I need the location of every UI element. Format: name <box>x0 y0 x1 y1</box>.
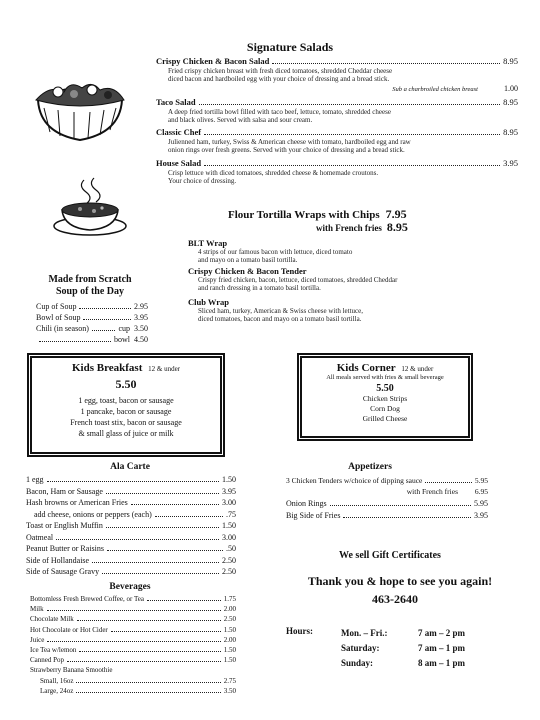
kids-corner-age: 12 & under <box>401 365 434 373</box>
leader-dots <box>199 104 501 105</box>
beverage-item-row <box>30 666 236 674</box>
item-name: Taco Salad <box>156 97 196 107</box>
ala-carte-item-name: Oatmeal <box>26 532 54 542</box>
leader-dots <box>47 610 221 611</box>
leader-dots <box>343 517 471 518</box>
beverage-item-row <box>30 595 236 604</box>
appetizer-row <box>286 487 488 497</box>
ala-carte-item-row <box>26 556 236 566</box>
item-name: Classic Chef <box>156 127 202 137</box>
wrap-item-name: Crispy Chicken & Bacon Tender <box>188 266 307 276</box>
soup-name: Chili (in season) <box>36 324 89 333</box>
leader-dots <box>106 527 219 528</box>
leader-dots <box>107 550 223 551</box>
leader-dots <box>106 493 219 494</box>
soup-price: 3.95 <box>134 313 148 322</box>
beverage-item-name: Large, 24oz <box>40 686 74 695</box>
ala-carte-item-price: 3.00 <box>222 532 236 542</box>
leader-dots <box>131 504 219 505</box>
item-price: 8.95 <box>503 97 518 107</box>
item-description: A deep fried tortilla bowl filled with taco beef, lettuce, tomato, shredded cheese and black olives. Served with salsa and sour cream. <box>168 108 391 124</box>
leader-dots <box>47 481 219 482</box>
beverage-item-row <box>30 636 236 645</box>
kids-corner-price: 5.50 <box>376 383 394 394</box>
leader-dots <box>76 692 220 693</box>
gift-certificates: We sell Gift Certificates <box>339 550 441 561</box>
beverage-item-name: Canned Pop <box>30 656 65 665</box>
ala-carte-item-row <box>26 544 236 554</box>
leader-dots <box>39 341 111 342</box>
ala-carte-item-price: 2.50 <box>222 567 236 576</box>
hours-days: Mon. – Fri.: Saturday: Sunday: <box>341 628 388 668</box>
leader-dots <box>155 516 223 517</box>
signature-salads-heading: Signature Salads <box>246 40 334 54</box>
leader-dots <box>56 539 219 540</box>
leader-dots <box>204 134 500 135</box>
kids-breakfast-box <box>30 356 222 454</box>
beverage-item-row <box>40 687 236 696</box>
ala-carte-item-row <box>26 567 236 577</box>
soup-bowl-illustration <box>50 176 130 238</box>
beverage-item-price: 2.50 <box>223 615 236 624</box>
appetizer-price: 3.95 <box>474 511 488 520</box>
wrap-item-name: Club Wrap <box>188 297 230 307</box>
leader-dots <box>204 165 500 166</box>
leader-dots <box>92 330 116 331</box>
beverage-item-name: Chocolate Milk <box>30 615 74 624</box>
beverage-item-name: Hot Chocolate or Hot Cider <box>30 625 108 634</box>
ala-carte-item-name: add cheese, onions or peppers (each) <box>34 509 152 519</box>
beverage-item-price: 1.50 <box>223 646 236 654</box>
salad-sub-option <box>156 84 518 94</box>
appetizer-row <box>286 511 488 521</box>
soup-name: Cup of Soup <box>36 302 77 311</box>
leader-dots <box>111 631 221 632</box>
appetizer-name: Big Side of Fries <box>286 511 341 520</box>
kids-breakfast-price: 5.50 <box>115 377 137 391</box>
soup-row <box>36 324 148 334</box>
item-description: Julienned ham, turkey, Swiss & American cheese with tomato, hardboiled egg and raw onion rings over fresh greens. Served with your choice of dressing and a bread stick. <box>168 138 411 154</box>
beverage-item-price: 1.50 <box>223 656 236 665</box>
leader-dots <box>102 573 219 574</box>
soup-unit: cup <box>118 324 130 333</box>
beverage-item-price: 2.00 <box>223 605 236 614</box>
item-description: 4 strips of our famous bacon with lettuce, diced tomato and mayo on a tomato basil tortilla. <box>198 248 353 264</box>
ala-carte-heading: Ala Carte <box>110 462 150 472</box>
ala-carte-item-row <box>26 521 236 531</box>
ala-carte-item-price: 2.50 <box>222 555 236 565</box>
soup-price: 2.95 <box>134 302 148 311</box>
appetizer-price: 5.95 <box>474 499 488 508</box>
kids-breakfast-title-row <box>32 362 220 374</box>
item-description: Fried crispy chicken breast with fresh diced tomatoes, shredded Cheddar cheese diced bacon and hardboiled egg with your choice of dressing and a bread stick. <box>168 67 393 83</box>
soup-row <box>36 335 148 345</box>
ala-carte-item-price: 1.50 <box>222 521 236 530</box>
hours-label: Hours: <box>286 626 313 636</box>
leader-dots <box>83 319 131 320</box>
ala-carte-item-name: 1 egg <box>26 475 44 484</box>
ala-carte-item-name: Hash browns or American Fries <box>26 498 128 507</box>
item-description: Sliced ham, turkey, American & Swiss cheese with lettuce, diced tomatoes, bacon and mayo on a tomato basil tortilla. <box>198 307 363 323</box>
item-name: Crispy Chicken & Bacon Salad <box>156 56 270 66</box>
kids-corner-title: Kids Corner <box>336 362 396 374</box>
ala-carte-item-price: .75 <box>226 509 236 519</box>
beverage-item-row <box>30 605 236 614</box>
leader-dots <box>67 661 221 662</box>
soup-name: Bowl of Soup <box>36 313 81 322</box>
appetizer-name: 3 Chicken Tenders w/choice of dipping sauce <box>286 476 423 485</box>
ala-carte-item-name: Side of Hollandaise <box>26 555 90 565</box>
kids-breakfast-age: 12 & under <box>148 365 181 373</box>
beverage-item-name: Juice <box>30 635 45 644</box>
hours-times: 7 am – 2 pm 7 am – 1 pm 8 am – 1 pm <box>418 628 465 668</box>
soup-unit: bowl <box>114 335 130 344</box>
leader-dots <box>147 600 221 601</box>
ala-carte-item-name: Toast or English Muffin <box>26 521 103 530</box>
ala-carte-item-price: 1.50 <box>222 475 236 484</box>
leader-dots <box>79 651 220 652</box>
kids-corner-options: Chicken Strips Corn Dog Grilled Cheese <box>362 394 408 423</box>
wraps-heading-label: Flour Tortilla Wraps with Chips <box>228 209 380 221</box>
item-description: Crispy fried chicken, bacon, lettuce, diced tomatoes, shredded Cheddar and ranch dressing in a tomato basil tortilla. <box>198 276 398 292</box>
ala-carte-item-row <box>34 510 236 520</box>
ala-carte-item-row <box>26 487 236 497</box>
beverage-item-name: Strawberry Banana Smoothie <box>30 666 113 675</box>
leader-dots <box>272 63 500 64</box>
beverage-item-price: 2.00 <box>223 635 236 644</box>
beverage-item-price: 1.75 <box>223 595 236 603</box>
appetizer-price: 6.95 <box>474 487 488 496</box>
leader-dots <box>47 641 220 642</box>
kids-breakfast-title: Kids Breakfast <box>71 362 143 374</box>
leader-dots <box>77 620 221 621</box>
beverage-item-name: Bottomless Fresh Brewed Coffee, or Tea <box>30 595 144 603</box>
leader-dots <box>330 505 471 506</box>
item-price: 3.95 <box>503 158 518 168</box>
wraps-price: 7.95 <box>385 207 407 221</box>
leader-dots <box>76 682 220 683</box>
ala-carte-item-name: Peanut Butter or Raisins <box>26 544 104 553</box>
ala-carte-item-row <box>26 475 236 485</box>
ala-carte-item-price: 3.00 <box>222 498 236 507</box>
ala-carte-item-price: 3.95 <box>222 486 236 496</box>
sub-price: 1.00 <box>504 84 518 93</box>
leader-dots <box>425 482 471 483</box>
ala-carte-item-name: Side of Sausage Gravy <box>26 567 100 576</box>
sub-label: Sub a charbroiled chicken breast <box>392 86 478 93</box>
leader-dots <box>79 308 131 309</box>
ala-carte-item-row <box>26 533 236 543</box>
soup-price: 4.50 <box>134 335 148 344</box>
beverage-item-row <box>40 677 236 686</box>
beverage-item-name: Ice Tea w/lemon <box>30 646 77 654</box>
item-price: 8.95 <box>503 56 518 66</box>
beverage-item-row <box>30 615 236 624</box>
appetizer-name: Onion Rings <box>286 499 327 508</box>
ala-carte-item-row <box>26 498 236 508</box>
soup-heading: Made from Scratch Soup of the Day <box>48 274 132 297</box>
appetizer-row <box>286 499 488 509</box>
leader-dots <box>92 562 219 563</box>
appetizers-heading: Appetizers <box>348 462 392 472</box>
kids-corner-note: All meals served with fries & small beverage <box>326 374 444 381</box>
soup-row <box>36 313 148 323</box>
ala-carte-item-name: Bacon, Ham or Sausage <box>26 486 103 496</box>
salad-item-classic-chef <box>156 127 518 138</box>
appetizer-row <box>286 476 488 486</box>
appetizer-price: 5.95 <box>474 476 488 485</box>
wraps-fries-label: with French fries <box>316 223 382 233</box>
wraps-fries-price: 8.95 <box>386 220 408 234</box>
beverage-item-price: 2.75 <box>223 676 236 685</box>
phone-number: 463-2640 <box>372 592 418 606</box>
beverage-item-row <box>30 646 236 655</box>
wraps-fries-heading <box>316 220 408 235</box>
beverage-item-row <box>30 656 236 665</box>
item-price: 8.95 <box>503 127 518 137</box>
kids-breakfast-options: 1 egg, toast, bacon or sausage 1 pancake, bacon or sausage French toast stix, bacon or sausage & small glass of juice or milk <box>70 396 182 438</box>
beverage-item-name: Small, 16oz <box>40 676 74 685</box>
beverages-heading: Beverages <box>109 582 151 592</box>
appetizer-name: with French fries <box>406 487 458 496</box>
salad-item-crispy-chicken <box>156 56 518 67</box>
beverage-item-price: 1.50 <box>223 625 236 634</box>
beverage-item-row <box>30 626 236 635</box>
soup-row <box>36 302 148 312</box>
salad-item-house <box>156 158 518 169</box>
beverage-item-name: Milk <box>30 605 44 614</box>
salad-bowl-illustration <box>30 78 130 143</box>
salad-item-taco <box>156 97 518 108</box>
ala-carte-item-price: .50 <box>226 544 236 553</box>
item-description: Crisp lettuce with diced tomatoes, shredded cheese & homemade croutons. Your choice of dressing. <box>168 169 379 185</box>
beverage-item-price: 3.50 <box>223 686 236 695</box>
thank-you-message: Thank you & hope to see you again! <box>307 574 493 588</box>
soup-price: 3.50 <box>134 324 148 333</box>
item-name: House Salad <box>156 158 202 168</box>
kids-corner-box <box>300 356 470 438</box>
kids-corner-title-row <box>302 362 468 374</box>
wrap-item-name: BLT Wrap <box>188 238 228 248</box>
